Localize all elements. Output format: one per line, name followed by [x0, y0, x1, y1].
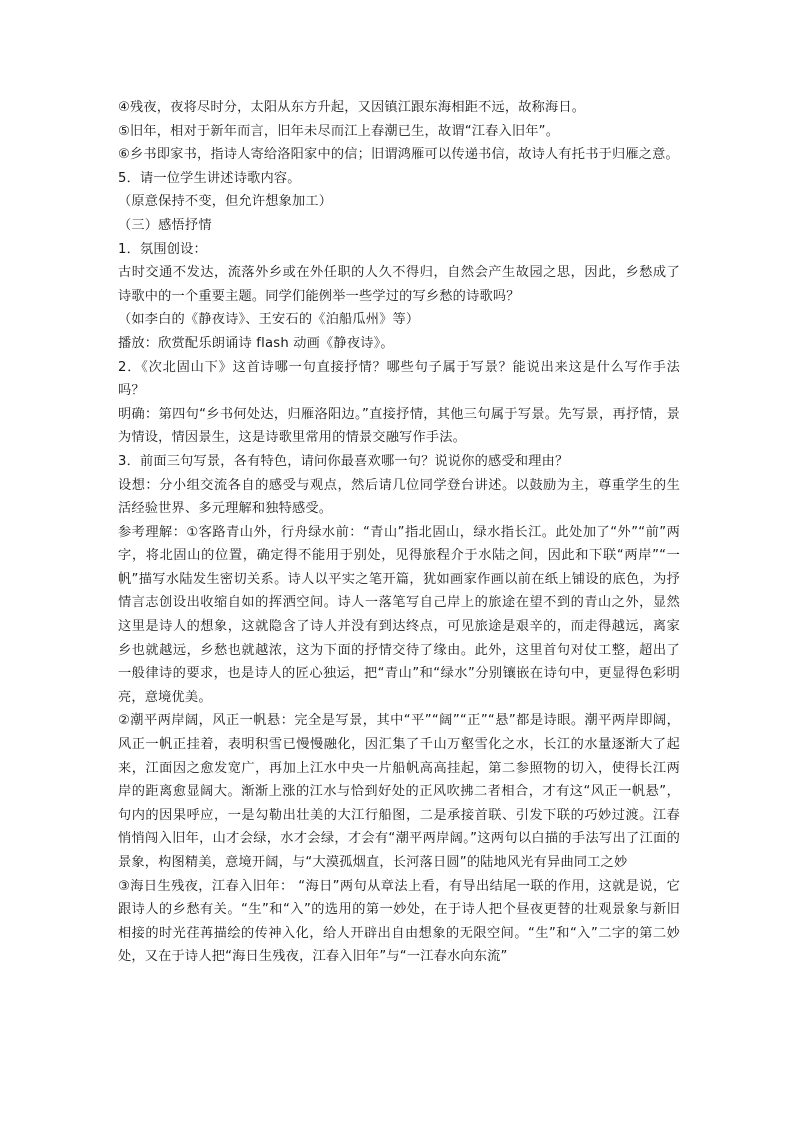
document-body: [118, 96, 680, 969]
item-1-examples: （如李白的《静夜诗》、王安石的《泊船瓜州》等）: [118, 312, 420, 328]
reference-2: ②潮平两岸阔，风正一帆悬：完全是写景，其中“平”“阔”“正”“悬”都是诗眼。潮平两岸即阔，风正一帆正挂着，表明积雪已慢慢融化，因汇集了千山万壑雪化之水，长江的水量逐渐大了起来，江面因之愈发宽广，再加上江水中央一片船帆高高挂起，第二参照物的切入，使得长江两岸的距离愈显阔大。渐渐上涨的江水与恰到好处的正风吹拂二者相合，才有这“风正一帆悬”，句内的因果呼应，一是勾勒出壮美的大江行船图，二是承接首联、引发下联的巧妙过渡。江春悄悄闯入旧年，山才会绿，水才会绿，才会有“潮平两岸阔。”这两句以白描的手法写出了江面的景象，构图精美，意境开阔，与“大漠孤烟直，长河落日圆”的陆地风光有异曲同工之妙: [118, 713, 680, 870]
note-5: ⑤旧年，相对于新年而言，旧年未尽而江上春潮已生，故谓“江春入旧年”。: [118, 123, 560, 139]
step-5-note: （原意保持不变，但允许想象加工）: [118, 194, 333, 210]
item-1-body: 古时交通不发达，流落外乡或在外任职的人久不得归，自然会产生故园之思，因此，乡愁成了诗歌中的一个重要主题。同学们能例举一些学过的写乡愁的诗歌吗？: [118, 265, 680, 304]
item-2-answer: 明确：第四句“乡书何处达，归雁洛阳边。”直接抒情，其他三句属于写景。先写景，再抒情，景为情设，情因景生，这是诗歌里常用的情景交融写作手法。: [118, 406, 680, 446]
reference-1: 参考理解：①客路青山外，行舟绿水前：“青山”指北固山，绿水指长江。此处加了“外”“前”两字，将北固山的位置，确定得不能用于别处，见得旅程介于水陆之间，因此和下联“两岸”“一帆”描写水陆发生密切关系。诗人以平实之笔开篇，犹如画家作画以前在纸上铺设的底色，为抒情言志创设出收缩自如的挥洒空间。诗人一落笔写自己岸上的旅途在望不到的青山之外，显然这里是诗人的想象，这就隐含了诗人并没有到达终点，可见旅途是艰辛的，而走得越远，离家乡也就越远，乡愁也就越浓，这为下面的抒情交待了缘由。此外，这里首句对仗工整，超出了一般律诗的要求，也是诗人的匠心独运，把“青山”和“绿水”分别镶嵌在诗句中，更显得色彩明亮，意境优美。: [118, 524, 680, 705]
item-3-plan: 设想：分小组交流各自的感受与观点，然后请几位同学登台讲述。以鼓励为主，尊重学生的生活经验世界、多元理解和独特感受。: [118, 477, 680, 517]
item-1-heading: 1．氛围创设：: [118, 241, 207, 257]
step-5-heading: 5．请一位学生讲述诗歌内容。: [118, 170, 301, 186]
note-6: ⑥乡书即家书，指诗人寄给洛阳家中的信；旧谓鸿雁可以传递书信，故诗人有托书于归雁之意。: [118, 147, 679, 163]
item-1-play: 播放：欣赏配乐朗诵诗 flash 动画《静夜诗》。: [118, 335, 394, 351]
section-3-heading: （三）感悟抒情: [118, 217, 212, 233]
note-4: ④残夜，夜将尽时分，太阳从东方升起，又因镇江跟东海相距不远，故称海日。: [118, 100, 586, 115]
item-3-question: 3．前面三句写景，各有特色，请问你最喜欢哪一句？说说你的感受和理由？: [118, 453, 569, 469]
item-2-question: 2．《次北固山下》这首诗哪一句直接抒情？哪些句子属于写景？能说出来这是什么写作手法吗？: [118, 359, 680, 399]
reference-3: ③海日生残夜，江春入旧年： “海日”两句从章法上看，有导出结尾一联的作用，这就是说，它跟诗人的乡愁有关。“生”和“入”的选用的第一妙处，在于诗人把个昼夜更替的壮观景象与新旧相接的时光荏苒描绘的传神入化，给人开辟出自由想象的无限空间。“生”和“入”二字的第二妙处，又在于诗人把“海日生残夜，江春入旧年”与“一江春水向东流”: [118, 878, 680, 965]
